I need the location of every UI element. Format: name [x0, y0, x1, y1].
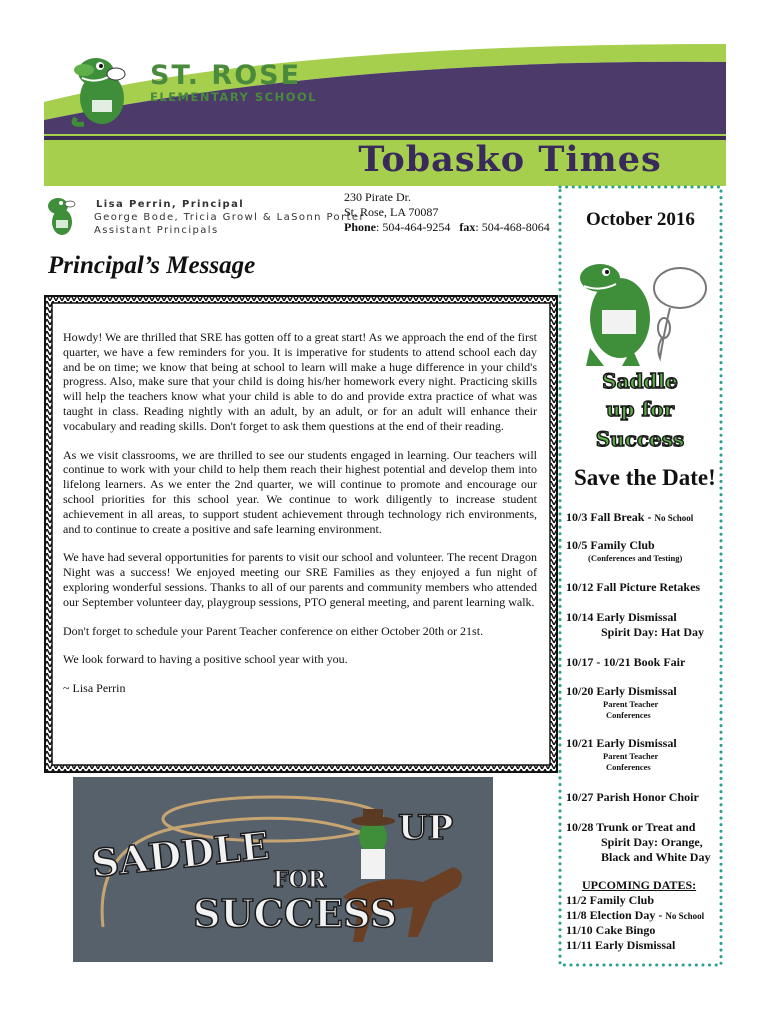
message-paragraph: We look forward to having a positive school year with you. — [63, 652, 348, 667]
event-fall-break — [566, 510, 693, 526]
message-paragraph: As we visit classrooms, we are thrilled to see our students engaged in learning. Our teachers will continue to work with your child to help them reach their highest potential and develop them into lifelong learners. As we enter the 2nd quarter, we will continue to promote and encourage our school priorities for this school year. We continue to work diligently to increase student achievement in all areas, to support student achievement through technology rich environments, and to continue to create a positive and safe learning environment. — [63, 447, 537, 536]
event-early-dismissal-1020: 10/20 Early Dismissal — [566, 684, 677, 698]
assistant-principals-title: Assistant Principals — [94, 225, 219, 236]
mascot-cowboy-illustration — [560, 248, 720, 458]
svg-text:up for: up for — [606, 397, 674, 421]
svg-text:Success: Success — [595, 427, 685, 451]
event-picture-retakes: 10/12 Fall Picture Retakes — [566, 580, 701, 594]
issue-month: October 2016 — [586, 209, 695, 230]
event-family-club: 10/5 Family Club — [566, 538, 655, 552]
event-text: 10/3 Fall Break - — [566, 510, 655, 524]
svg-text:FOR: FOR — [273, 867, 327, 893]
event-note: Conferences — [606, 762, 651, 772]
event-spirit-day-colors: Black and White Day — [601, 850, 711, 864]
school-name: ST. ROSE — [150, 60, 302, 91]
principal-name: Lisa Perrin, Principal — [96, 199, 245, 210]
upcoming-cake-bingo: 11/10 Cake Bingo — [566, 923, 656, 937]
message-body — [63, 330, 537, 710]
fax-label: fax — [459, 220, 476, 234]
event-early-dismissal-1021: 10/21 Early Dismissal — [566, 736, 677, 750]
event-honor-choir: 10/27 Parish Honor Choir — [566, 790, 699, 804]
fax-number: 504-468-8064 — [481, 220, 550, 234]
saddle-up-for-success-illustration — [73, 777, 493, 962]
event-note: No School — [654, 513, 694, 523]
svg-text:UP: UP — [398, 808, 454, 848]
save-the-date-heading: Save the Date! — [574, 465, 716, 490]
mascot-logo — [62, 48, 142, 128]
message-signature: ~ Lisa Perrin — [63, 681, 126, 696]
small-mascot-icon — [44, 194, 78, 238]
upcoming-dates-heading: UPCOMING DATES: — [582, 878, 697, 892]
event-family-club-note: (Conferences and Testing) — [588, 553, 683, 563]
school-subtitle: ELEMENTARY SCHOOL — [150, 90, 318, 104]
message-paragraph: Howdy! We are thrilled that SRE has gotten off to a great start! As we approach the end of the first quarter, we have a few reminders for you. It is imperative for students to attend school each day and be on time; we know that being at school to learn will make a huge difference in your child's progress. Also, make sure that your child is doing his/her homework every night. Practicing skills will help the teachers know what your child is able to do and provide extra practice of what was taught in class. Reading nightly with an adult, by an adult, or for an adult will enhance their vocabulary and reading skills. Don't forget to ask them questions at the end of their reading. — [63, 330, 537, 433]
phone-number: 504-464-9254 — [382, 220, 451, 234]
upcoming-election-day — [566, 908, 704, 923]
address-city: St. Rose, LA 70087 — [344, 205, 439, 219]
phone-fax-line: Phone: 504-464-9254 fax: 504-468-8064 — [344, 220, 550, 234]
event-note: Parent Teacher — [603, 699, 659, 709]
event-spirit-day: Spirit Day: Orange, — [601, 835, 703, 849]
newsletter-title: Tobasko Times — [358, 139, 662, 180]
message-paragraph: We have had several opportunities for parents to visit our school and volunteer. The recent Dragon Night was a success! We enjoyed meeting our SRE Families as they enjoyed a fun night of exploring wonderful sessions. Thanks to all of our parents and community members who attended our September volunteer day, playgroup sessions, PTO general meeting, and parent learning walk. — [63, 550, 537, 609]
address-street: 230 Pirate Dr. — [344, 190, 411, 204]
svg-text:Saddle: Saddle — [602, 369, 678, 393]
principals-message-heading: Principal’s Message — [48, 252, 256, 279]
event-hat-day: Spirit Day: Hat Day — [601, 625, 704, 639]
event-note: No School — [665, 911, 705, 921]
assistant-principals-names: George Bode, Tricia Growl & LaSonn Porter — [94, 212, 365, 223]
svg-text:SUCCESS: SUCCESS — [193, 891, 398, 936]
phone-label: Phone — [344, 220, 377, 234]
event-text: 11/8 Election Day - — [566, 908, 666, 922]
event-note: Parent Teacher — [603, 751, 659, 761]
event-trunk-or-treat: 10/28 Trunk or Treat and — [566, 820, 696, 834]
message-paragraph: Don't forget to schedule your Parent Teacher conference on either October 20th or 21st. — [63, 623, 484, 638]
event-early-dismissal-1014: 10/14 Early Dismissal — [566, 610, 677, 624]
event-note: Conferences — [606, 710, 651, 720]
upcoming-family-club: 11/2 Family Club — [566, 893, 655, 907]
svg-text:SADDLE: SADDLE — [89, 822, 272, 886]
event-book-fair: 10/17 - 10/21 Book Fair — [566, 655, 686, 669]
upcoming-early-dismissal: 11/11 Early Dismissal — [566, 938, 676, 952]
